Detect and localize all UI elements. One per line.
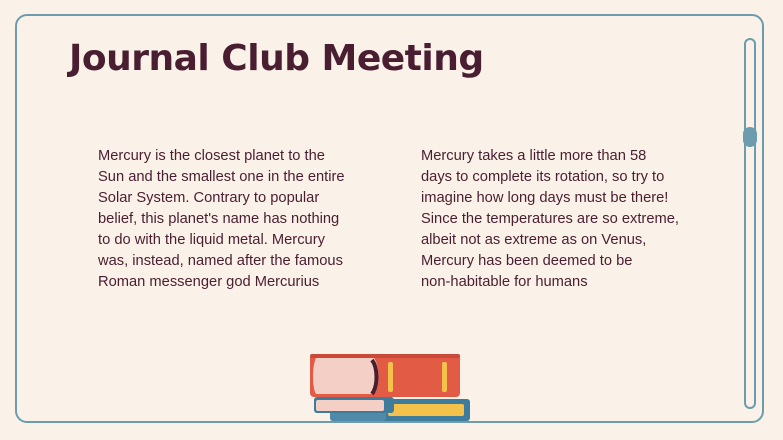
books-stack-icon [300, 348, 480, 428]
right-text-line: Mercury takes a little more than 58 [421, 148, 647, 164]
right-text-line: imagine how long days must be there! [421, 190, 669, 206]
right-text-line: Mercury has been deemed to be [421, 253, 633, 269]
left-text-line: Roman messenger god Mercurius [98, 274, 320, 290]
left-text-line: Mercury is the closest planet to the [98, 148, 325, 164]
right-text-line: days to complete its rotation, so try to [421, 169, 665, 185]
vertical-scrollbar-track[interactable] [744, 38, 756, 409]
right-text-line: albeit not as extreme as on Venus, [421, 232, 647, 248]
left-text-column [98, 146, 373, 293]
left-text-line: Solar System. Contrary to popular [98, 190, 320, 206]
middle-book [314, 397, 394, 413]
right-text-column [421, 146, 696, 293]
left-text-line: Sun and the smallest one in the entire [98, 169, 345, 185]
top-book [310, 354, 460, 397]
right-text-line: non-habitable for humans [421, 274, 588, 290]
vertical-scrollbar-thumb[interactable] [743, 127, 757, 147]
left-text-line: to do with the liquid metal. Mercury [98, 232, 325, 248]
right-text-line: Since the temperatures are so extreme, [421, 211, 679, 227]
left-text-line: belief, this planet's name has nothing [98, 211, 340, 227]
slide-title: Journal Club Meeting [69, 38, 484, 79]
left-text-line: was, instead, named after the famous [98, 253, 343, 269]
